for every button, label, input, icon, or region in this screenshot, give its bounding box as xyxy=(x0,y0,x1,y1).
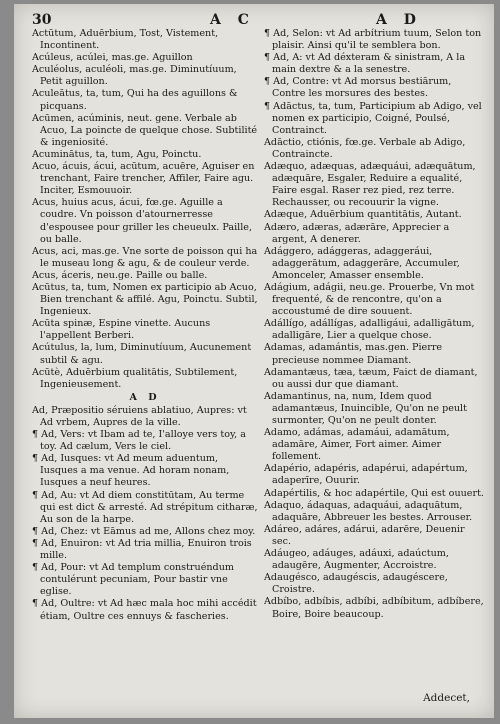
dictionary-entry: Acuo, ácuis, ácui, acūtum, acuēre, Aguiser en trenchant, Faire trencher, Affiler, Faire agu. Inciter, Esmouuoir. xyxy=(32,161,255,197)
section-heading: A D xyxy=(129,391,161,403)
dictionary-entry: Adæque, Aduērbium quantitātis, Autant. xyxy=(264,209,462,221)
catchword: Addecet, xyxy=(423,692,470,704)
dictionary-entry: ¶ Adāctus, ta, tum, Participium ab Adigo, vel nomen ex participio, Coigné, Poulsé, Contrainct. xyxy=(264,100,482,136)
dictionary-entry: Aculéolus, aculéoli, mas.ge. Diminutíuum, Petit aguillon. xyxy=(32,64,237,88)
dictionary-entry: Adamo, adámas, adamáui, adamātum, adamāre, Aimer, Fort aimer. Aimer follement. xyxy=(264,427,450,463)
dictionary-entry: Adamas, adamántis, mas.gen. Pierre precieuse nommee Diamant. xyxy=(264,342,443,366)
dictionary-entry: ¶ Ad, Oultre: vt Ad hæc mala hoc mihi accédit étiam, Oultre ces ennuys & fascheries. xyxy=(32,598,257,622)
dictionary-entry: Adapértilis, & hoc adapértile, Qui est ouuert. xyxy=(264,487,484,499)
running-head-left: A C xyxy=(210,12,255,28)
dictionary-entry: Adággero, adággeras, adaggeráui, adaggerātum, adaggerāre, Accumuler, Amonceler, Amasser ensemble. xyxy=(264,245,460,281)
dictionary-entry: Adáreo, adáres, adárui, adarēre, Deuenir sec. xyxy=(264,523,465,547)
dictionary-entry: Adamantinus, na, num, Idem quod adamantæus, Inuincible, Qu'on ne peult surmonter, Qu'on ne peult donter. xyxy=(264,390,467,426)
dictionary-entry: Acūta spinæ, Espine vinette. Aucuns l'appellent Berberi. xyxy=(32,318,211,342)
dictionary-entry: ¶ Ad, Vers: vt Ibam ad te, I'alloye vers toy, a toy. Ad cælum, Vers le ciel. xyxy=(32,429,246,453)
dictionary-entry: Ad, Præpositio séruiens ablatiuo, Aupres: vt Ad vrbem, Aupres de la ville. xyxy=(32,404,247,428)
dictionary-entry: ¶ Ad, Chez: vt Eāmus ad me, Allons chez moy. xyxy=(32,525,256,537)
dictionary-entry: Acútulus, la, lum, Diminutíuum, Aucunement subtil & agu. xyxy=(32,342,252,366)
dictionary-entry: ¶ Ad, Au: vt Ad diem constitūtam, Au terme qui est dict & arresté. Ad strépitum citharæ, Au son de la harpe. xyxy=(32,489,258,525)
dictionary-entry: Acus, áceris, neu.ge. Paille ou balle. xyxy=(32,269,208,281)
dictionary-entry: Adamantæus, tæa, tæum, Faict de diamant, ou aussi dur que diamant. xyxy=(264,366,478,390)
left-column xyxy=(32,28,258,668)
dictionary-entry: Acuminātus, ta, tum, Agu, Poinctu. xyxy=(32,148,202,160)
dictionary-entry: ¶ Ad, A: vt Ad déxteram & sinistram, A la main dextre & a la senestre. xyxy=(264,52,466,76)
dictionary-entry: Adaugésco, adaugéscis, adaugéscere, Croistre. xyxy=(264,572,448,596)
dictionary-entry: Adapério, adapéris, adapérui, adapértum, adaperīre, Ouurir. xyxy=(264,463,468,487)
dictionary-entry: Acūtus, ta, tum, Nomen ex participio ab Acuo, Bien trenchant & affilé. Agu, Poinctu. Subtil, Ingenieux. xyxy=(32,281,258,318)
dictionary-entry: ¶ Ad, Selon: vt Ad arbítrium tuum, Selon ton plaisir. Ainsi qu'il te semblera bon. xyxy=(264,28,482,52)
dictionary-entry: Acúleus, acúlei, mas.ge. Aguillon xyxy=(32,52,193,64)
dictionary-entry: Adaquo, ádaquas, adaquáui, adaquātum, adaquāre, Abbreuer les bestes. Arrouser. xyxy=(264,499,473,523)
right-column xyxy=(264,28,484,708)
dictionary-entry: Acus, huius acus, ácui, fœ.ge. Aguille a coudre. Vn poisson d'atournerresse d'espousee pour griller les cheueulx. Paille, ou balle. xyxy=(32,197,253,245)
dictionary-entry: Adállígo, adállígas, adalligáui, adalligātum, adalligāre, Lier a quelque chose. xyxy=(264,318,475,342)
dictionary-entry: Aculeātus, ta, tum, Qui ha des aguillons & picquans. xyxy=(32,88,238,112)
dictionary-entry: Acūtè, Aduērbium qualitātis, Subtilement, Ingenieusement. xyxy=(32,366,238,390)
running-head-right: A D xyxy=(376,12,422,28)
dictionary-entry: Acus, aci, mas.ge. Vne sorte de poisson qui ha le museau long & agu, & de couleur verde. xyxy=(32,245,258,269)
dictionary-entry: Adáugeo, adáuges, adáuxi, adaúctum, adaugēre, Augmenter, Accroistre. xyxy=(264,548,449,572)
dictionary-entry: ¶ Ad, Contre: vt Ad morsus bestiārum, Contre les morsures des bestes. xyxy=(264,76,452,100)
dictionary-page xyxy=(14,4,494,718)
dictionary-entry: Adbíbo, adbíbis, adbíbi, adbíbitum, adbíbere, Boire, Boire beaucoup. xyxy=(264,596,484,620)
dictionary-entry: ¶ Ad, Iusques: vt Ad meum aduentum, Iusques a ma venue. Ad horam nonam, Iusques a neuf heures. xyxy=(32,453,230,489)
dictionary-entry: Adāctio, ctiónis, fœ.ge. Verbale ab Adigo, Contraincte. xyxy=(264,136,466,160)
page-number: 30 xyxy=(32,12,52,28)
dictionary-entry: ¶ Ad, Enuiron: vt Ad tria millia, Enuiron trois mille. xyxy=(32,537,252,562)
dictionary-entry: Acūmen, acúminis, neut. gene. Verbale ab Acuo, La poincte de quelque chose. Subtilité & ingeniosité. xyxy=(32,112,258,148)
dictionary-entry: Adágium, adágii, neu.ge. Prouerbe, Vn mot frequenté, & de rencontre, qu'on a accoustumé de dire souuent. xyxy=(264,281,475,318)
dictionary-entry: Adæquo, adæquas, adæquáui, adæquātum, adæquāre, Esgaler, Reduire a equalité, Faire esgal. Raser rez pied, rez terre. Rechausser, ou recouurir la vigne. xyxy=(264,161,476,209)
dictionary-entry: Actūtum, Aduērbium, Tost, Vistement, Incontinent. xyxy=(32,28,219,52)
dictionary-entry: ¶ Ad, Pour: vt Ad templum construéndum contulérunt pecuniam, Pour bastir vne eglise. xyxy=(32,562,234,598)
dictionary-entry: Adæro, adæras, adærāre, Apprecier a argent, A denerer. xyxy=(264,221,450,245)
